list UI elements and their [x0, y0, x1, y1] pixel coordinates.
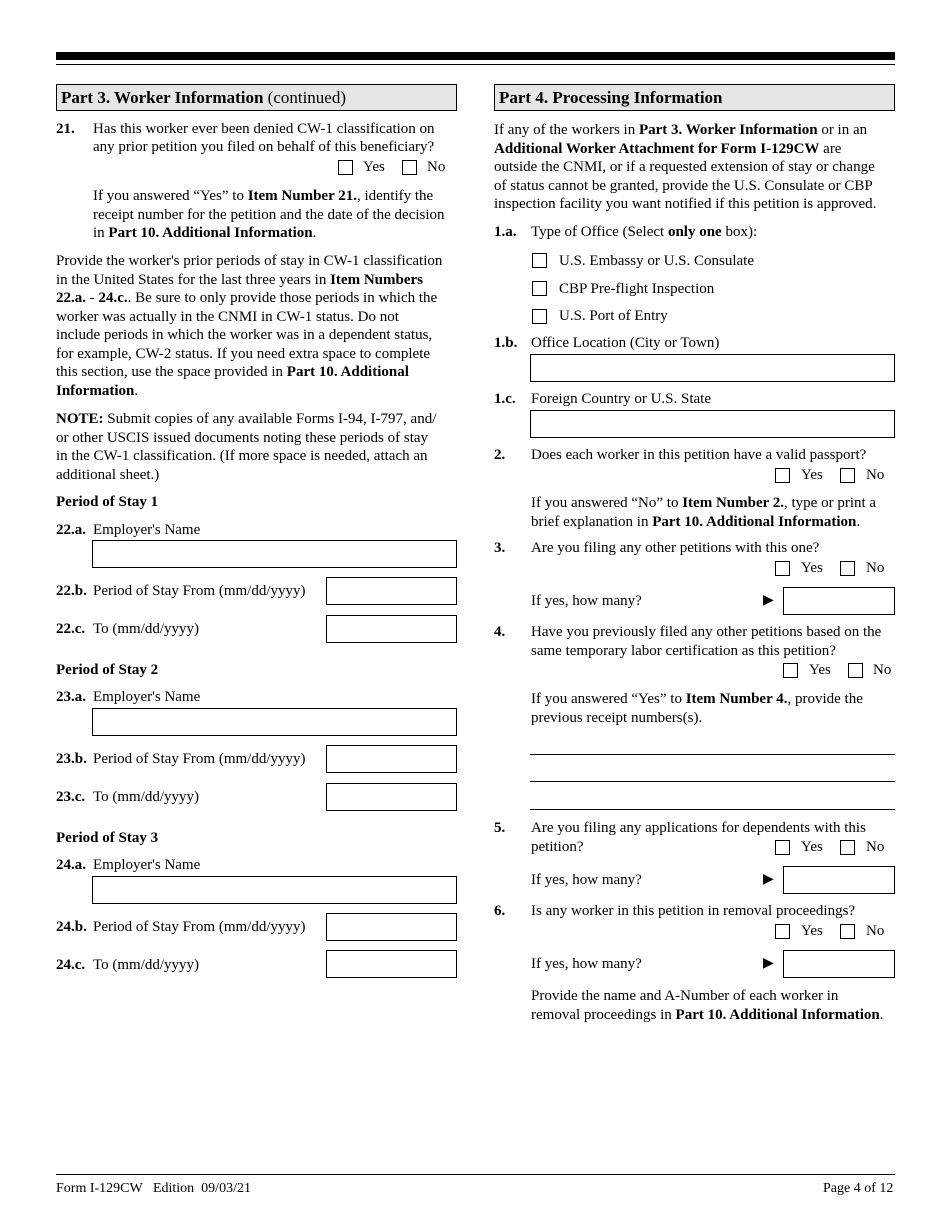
item-24c-number: 24.c.	[56, 957, 86, 973]
receipt-number-line-3[interactable]	[530, 809, 895, 810]
item-24a-employer-name-field[interactable]	[92, 876, 457, 904]
embassy-consulate-label: U.S. Embassy or U.S. Consulate	[559, 253, 754, 269]
receipt-number-line-2[interactable]	[530, 781, 895, 782]
item-21-no-checkbox[interactable]	[402, 160, 417, 175]
top-thick-rule	[56, 52, 895, 60]
item-4-yes-label: Yes	[809, 662, 831, 678]
item-23c-to-date-field[interactable]	[326, 783, 457, 811]
item-22c-to-date-field[interactable]	[326, 615, 457, 643]
arrow-icon: ▶	[763, 956, 774, 971]
part3-title: Part 3. Worker Information	[61, 88, 264, 107]
embassy-consulate-checkbox[interactable]	[532, 253, 547, 268]
item-23c-label: To (mm/dd/yyyy)	[93, 789, 200, 805]
item-24a-number: 24.a.	[56, 857, 86, 873]
item-1b-label: Office Location (City or Town)	[531, 335, 720, 351]
item-1a-number: 1.a.	[494, 224, 517, 240]
footer-rule	[56, 1174, 895, 1175]
item-6-how-many-field[interactable]	[783, 950, 895, 978]
item-3-yes-checkbox[interactable]	[775, 561, 790, 576]
period-2-title: Period of Stay 2	[56, 662, 159, 678]
part3-title-suffix: (continued)	[263, 88, 347, 107]
item-6-yes-checkbox[interactable]	[775, 924, 790, 939]
item-6-how-many-label: If yes, how many?	[531, 956, 642, 972]
item-23a-number: 23.a.	[56, 689, 86, 705]
part4-intro: If any of the workers in Part 3. Worker Information or in an Additional Worker Attachment for Form I-129CW are outside the CNMI, or if a requested extension of stay or change of status cannot be granted, provide the U.S. Consulate or CBP inspection facility you want notified if this petition is approved.	[494, 122, 877, 212]
item-1c-label: Foreign Country or U.S. State	[531, 391, 711, 407]
item-4-question: Have you previously filed any other petitions based on the same temporary labor certification as this petition?	[531, 624, 882, 659]
item-23c-number: 23.c.	[56, 789, 86, 805]
item-1b-number: 1.b.	[494, 335, 518, 351]
item-23b-label: Period of Stay From (mm/dd/yyyy)	[93, 751, 306, 767]
item-3-no-checkbox[interactable]	[840, 561, 855, 576]
footer-page-number: Page 4 of 12	[823, 1181, 894, 1196]
item-6-yes-label: Yes	[801, 923, 823, 939]
part4-header	[494, 84, 895, 111]
item-3-yes-label: Yes	[801, 560, 823, 576]
item-21-question-line2: any prior petition you filed on behalf of this beneficiary?	[93, 139, 435, 155]
item-2-number: 2.	[494, 447, 506, 463]
arrow-icon: ▶	[763, 872, 774, 887]
item-6-no-label: No	[866, 923, 885, 939]
item-6-followup: Provide the name and A-Number of each worker in removal proceedings in Part 10. Additional Information.	[531, 988, 884, 1023]
item-4-no-checkbox[interactable]	[848, 663, 863, 678]
item-3-how-many-label: If yes, how many?	[531, 593, 642, 609]
item-5-no-label: No	[866, 839, 885, 855]
receipt-number-line-1[interactable]	[530, 754, 895, 755]
item-2-followup: If you answered “No” to Item Number 2., type or print a brief explanation in Part 10. Additional Information.	[531, 495, 877, 530]
item-23a-employer-name-field[interactable]	[92, 708, 457, 736]
part4-title: Part 4. Processing Information	[499, 88, 723, 107]
cbp-preflight-label: CBP Pre-flight Inspection	[559, 281, 715, 297]
period-1-title: Period of Stay 1	[56, 494, 159, 510]
item-5-how-many-label: If yes, how many?	[531, 872, 642, 888]
item-4-number: 4.	[494, 624, 506, 640]
item-23b-from-date-field[interactable]	[326, 745, 457, 773]
prior-stay-instructions: Provide the worker's prior periods of stay in CW-1 classification in the United States for the last three years in Item Numbers 22.a. - 24.c.. Be sure to only provide those periods in which the worker was actually in the CNMI in CW-1 status. Do not include periods in which the worker was in a dependent status, for example, CW-2 status. If you need extra space to complete this section, use the space provided in Part 10. Additional Information.	[56, 253, 443, 399]
item-5-number: 5.	[494, 820, 506, 836]
item-24c-label: To (mm/dd/yyyy)	[93, 957, 200, 973]
item-22a-number: 22.a.	[56, 522, 86, 538]
item-3-no-label: No	[866, 560, 885, 576]
arrow-icon: ▶	[763, 593, 774, 608]
item-1c-number: 1.c.	[494, 391, 516, 407]
part3-header	[56, 84, 457, 111]
item-4-no-label: No	[873, 662, 892, 678]
item-4-yes-checkbox[interactable]	[783, 663, 798, 678]
item-24a-label: Employer's Name	[93, 857, 201, 873]
foreign-country-state-field[interactable]	[530, 410, 895, 438]
item-2-no-label: No	[866, 467, 885, 483]
item-1a-label: Type of Office (Select only one box):	[531, 224, 758, 240]
item-22b-label: Period of Stay From (mm/dd/yyyy)	[93, 583, 306, 599]
item-22c-number: 22.c.	[56, 621, 86, 637]
item-24b-from-date-field[interactable]	[326, 913, 457, 941]
office-location-field[interactable]	[530, 354, 895, 382]
item-5-yes-label: Yes	[801, 839, 823, 855]
item-21-followup: If you answered “Yes” to Item Number 21., identify the receipt number for the petition and the date of the decision in Part 10. Additional Information.	[93, 188, 445, 241]
item-22b-from-date-field[interactable]	[326, 577, 457, 605]
item-2-yes-checkbox[interactable]	[775, 468, 790, 483]
item-23a-label: Employer's Name	[93, 689, 201, 705]
item-6-no-checkbox[interactable]	[840, 924, 855, 939]
item-2-question: Does each worker in this petition have a valid passport?	[531, 447, 867, 463]
item-6-question: Is any worker in this petition in removal proceedings?	[531, 903, 856, 919]
item-21-number: 21.	[56, 121, 75, 137]
item-2-no-checkbox[interactable]	[840, 468, 855, 483]
cbp-preflight-checkbox[interactable]	[532, 281, 547, 296]
port-of-entry-checkbox[interactable]	[532, 309, 547, 324]
item-22a-label: Employer's Name	[93, 522, 201, 538]
item-22a-employer-name-field[interactable]	[92, 540, 457, 568]
item-24c-to-date-field[interactable]	[326, 950, 457, 978]
item-21-yes-label: Yes	[363, 159, 385, 175]
footer-form-edition: Form I-129CW Edition 09/03/21	[56, 1181, 251, 1196]
item-2-yes-label: Yes	[801, 467, 823, 483]
item-5-question: Are you filing any applications for dependents with this petition?	[531, 820, 866, 855]
item-6-number: 6.	[494, 903, 506, 919]
item-21-no-label: No	[427, 159, 446, 175]
top-thin-rule	[56, 64, 895, 65]
port-of-entry-label: U.S. Port of Entry	[559, 308, 668, 324]
item-4-followup: If you answered “Yes” to Item Number 4., provide the previous receipt numbers(s).	[531, 691, 863, 726]
item-3-number: 3.	[494, 540, 506, 556]
note-paragraph: NOTE: Submit copies of any available Forms I-94, I-797, and/ or other USCIS issued documents noting these periods of stay in the CW-1 classification. (If more space is needed, attach an additional sheet.)	[56, 411, 437, 483]
period-3-title: Period of Stay 3	[56, 830, 159, 846]
item-5-yes-checkbox[interactable]	[775, 840, 790, 855]
item-3-how-many-field[interactable]	[783, 587, 895, 615]
item-22b-number: 22.b.	[56, 583, 87, 599]
item-21-yes-checkbox[interactable]	[338, 160, 353, 175]
item-24b-label: Period of Stay From (mm/dd/yyyy)	[93, 919, 306, 935]
item-23b-number: 23.b.	[56, 751, 87, 767]
item-24b-number: 24.b.	[56, 919, 87, 935]
item-5-how-many-field[interactable]	[783, 866, 895, 894]
item-21-question-line1: Has this worker ever been denied CW-1 classification on	[93, 121, 435, 137]
item-22c-label: To (mm/dd/yyyy)	[93, 621, 200, 637]
item-3-question: Are you filing any other petitions with this one?	[531, 540, 820, 556]
item-5-no-checkbox[interactable]	[840, 840, 855, 855]
